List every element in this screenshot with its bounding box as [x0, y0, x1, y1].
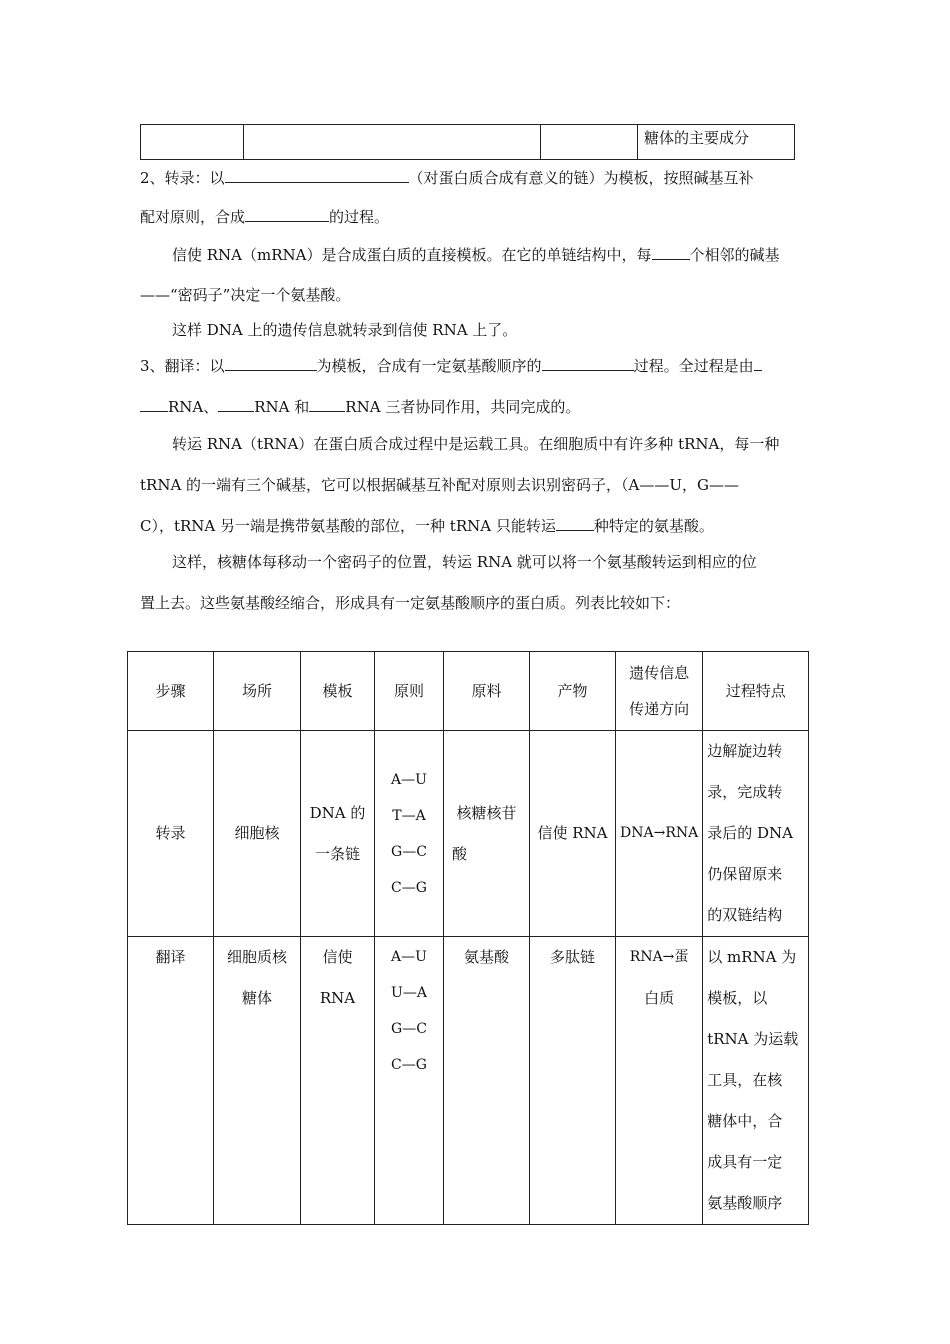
- text: RNA: [319, 989, 356, 1007]
- table-row-transcription: [128, 731, 809, 937]
- mrna-paragraph-line2: ——“密码子”决定一个氨基酸。: [140, 286, 351, 304]
- cell-feature: [703, 731, 809, 937]
- fill-blank: [225, 166, 409, 183]
- text: 细胞质核: [226, 948, 287, 966]
- text: 的双链结构: [707, 906, 783, 924]
- section3-line2: [140, 395, 816, 419]
- header-rule: 原则: [375, 652, 444, 731]
- fill-blank: [652, 243, 690, 260]
- table-header-row: [128, 652, 809, 731]
- base-pair: A—U: [391, 949, 427, 965]
- text: 传递方向: [629, 700, 690, 718]
- cell-template: [301, 937, 375, 1225]
- comparison-table: [127, 651, 809, 1225]
- table-cell: 糖体的主要成分: [638, 125, 795, 160]
- table-cell: [141, 125, 244, 160]
- fill-blank: [140, 395, 168, 412]
- cell-step: 转录: [128, 731, 214, 937]
- header-material: 原料: [444, 652, 530, 731]
- text: 录，完成转: [707, 783, 783, 801]
- base-pair: A—U: [391, 771, 427, 788]
- header-product: 产物: [530, 652, 616, 731]
- text: RNA 和: [254, 398, 310, 416]
- cell-place: 细胞核: [214, 731, 301, 937]
- header-place: 场所: [214, 652, 301, 731]
- text: RNA→蛋: [629, 949, 689, 965]
- text: tRNA 为运载: [707, 1030, 799, 1048]
- cell-material: 氨基酸: [444, 937, 530, 1225]
- header-feature: 过程特点: [703, 652, 809, 731]
- text: 糖体: [241, 989, 272, 1007]
- text: 录后的 DNA: [707, 824, 793, 842]
- text: 核糖核苷: [456, 803, 517, 822]
- cell-feature: [703, 937, 809, 1225]
- base-pair: C—G: [391, 1057, 427, 1073]
- text: 一条链: [314, 844, 360, 863]
- text: 糖体中，合: [707, 1112, 783, 1130]
- text: RNA 三者协同作用，共同完成的。: [345, 398, 581, 416]
- top-table-fragment: [140, 124, 795, 160]
- text: 种特定的氨基酸。: [593, 517, 714, 535]
- text: （对蛋白质合成有意义的链）为模板，按照碱基互补: [408, 169, 754, 187]
- cell-step: 翻译: [128, 937, 214, 1225]
- ribosome-paragraph-line1: 这样，核糖体每移动一个密码子的位置，转运 RNA 就可以将一个氨基酸转运到相应的位: [172, 553, 757, 571]
- fill-blank: [245, 205, 329, 222]
- base-pair: C—G: [391, 879, 427, 896]
- base-pair: U—A: [391, 985, 427, 1001]
- text: C），tRNA 另一端是携带氨基酸的部位，一种 tRNA 只能转运: [140, 517, 556, 535]
- text: 个相邻的碱基: [689, 246, 780, 264]
- text: 边解旋边转: [707, 742, 783, 760]
- text: 信使: [322, 948, 353, 966]
- table-cell: [541, 125, 638, 160]
- section2-line1: [140, 166, 816, 190]
- ribosome-paragraph-line2: 置上去。这些氨基酸经缩合，形成具有一定氨基酸顺序的蛋白质。列表比较如下：: [140, 594, 681, 612]
- fill-blank: [542, 354, 634, 371]
- header-step: 步骤: [128, 652, 214, 731]
- header-template: 模板: [301, 652, 375, 731]
- table-row: [141, 125, 795, 160]
- text: 酸: [452, 844, 468, 863]
- text: 的过程。: [329, 208, 390, 226]
- section2-line2: [140, 205, 816, 229]
- fill-blank: [309, 395, 345, 412]
- text: 成具有一定: [707, 1153, 783, 1171]
- text: 模板，以: [707, 989, 768, 1007]
- fill-blank: [218, 395, 254, 412]
- text: 过程。全过程是由: [633, 357, 754, 375]
- table-cell: [244, 125, 541, 160]
- fill-blank: [754, 354, 762, 371]
- text: 信使 RNA（mRNA）是合成蛋白质的直接模板。在它的单链结构中，每: [172, 246, 652, 264]
- trna-paragraph-line3: [140, 514, 816, 538]
- fill-blank: [225, 354, 317, 371]
- base-pair: G—C: [391, 1021, 427, 1037]
- mrna-paragraph-line1: [172, 243, 816, 267]
- cell-rule: [375, 731, 444, 937]
- base-pair: T—A: [392, 807, 426, 824]
- trna-paragraph-line1: 转运 RNA（tRNA）在蛋白质合成过程中是运载工具。在细胞质中有许多种 tRNA，每一种: [172, 435, 780, 453]
- header-direction: [616, 652, 703, 731]
- cell-direction: DNA→RNA: [616, 731, 703, 937]
- text: 配对原则，合成: [140, 208, 246, 226]
- cell-material: [444, 731, 530, 937]
- text: 3、翻译：以: [140, 357, 225, 375]
- text: 氨基酸顺序: [707, 1194, 783, 1212]
- cell-rule: [375, 937, 444, 1225]
- trna-paragraph-line2: tRNA 的一端有三个碱基，它可以根据碱基互补配对原则去识别密码子，（A——U，G——: [140, 476, 740, 494]
- cell-product: 多肽链: [530, 937, 616, 1225]
- text: 白质: [644, 989, 675, 1007]
- section3-line1: [140, 354, 816, 378]
- cell-direction: [616, 937, 703, 1225]
- dna-transcription-sentence: 这样 DNA 上的遗传信息就转录到信使 RNA 上了。: [172, 321, 518, 339]
- text: 仍保留原来: [707, 865, 783, 883]
- cell-product: 信使 RNA: [530, 731, 616, 937]
- text: 遗传信息: [629, 664, 690, 682]
- text: 为模板，合成有一定氨基酸顺序的: [316, 357, 542, 375]
- cell-place: [214, 937, 301, 1225]
- text: 2、转录：以: [140, 169, 225, 187]
- text: RNA、: [168, 398, 219, 416]
- text: DNA 的: [309, 803, 366, 822]
- cell-template: [301, 731, 375, 937]
- text: 工具，在核: [707, 1071, 783, 1089]
- text: 以 mRNA 为: [707, 948, 797, 966]
- table-row-translation: [128, 937, 809, 1225]
- base-pair: G—C: [391, 843, 427, 860]
- fill-blank: [556, 514, 594, 531]
